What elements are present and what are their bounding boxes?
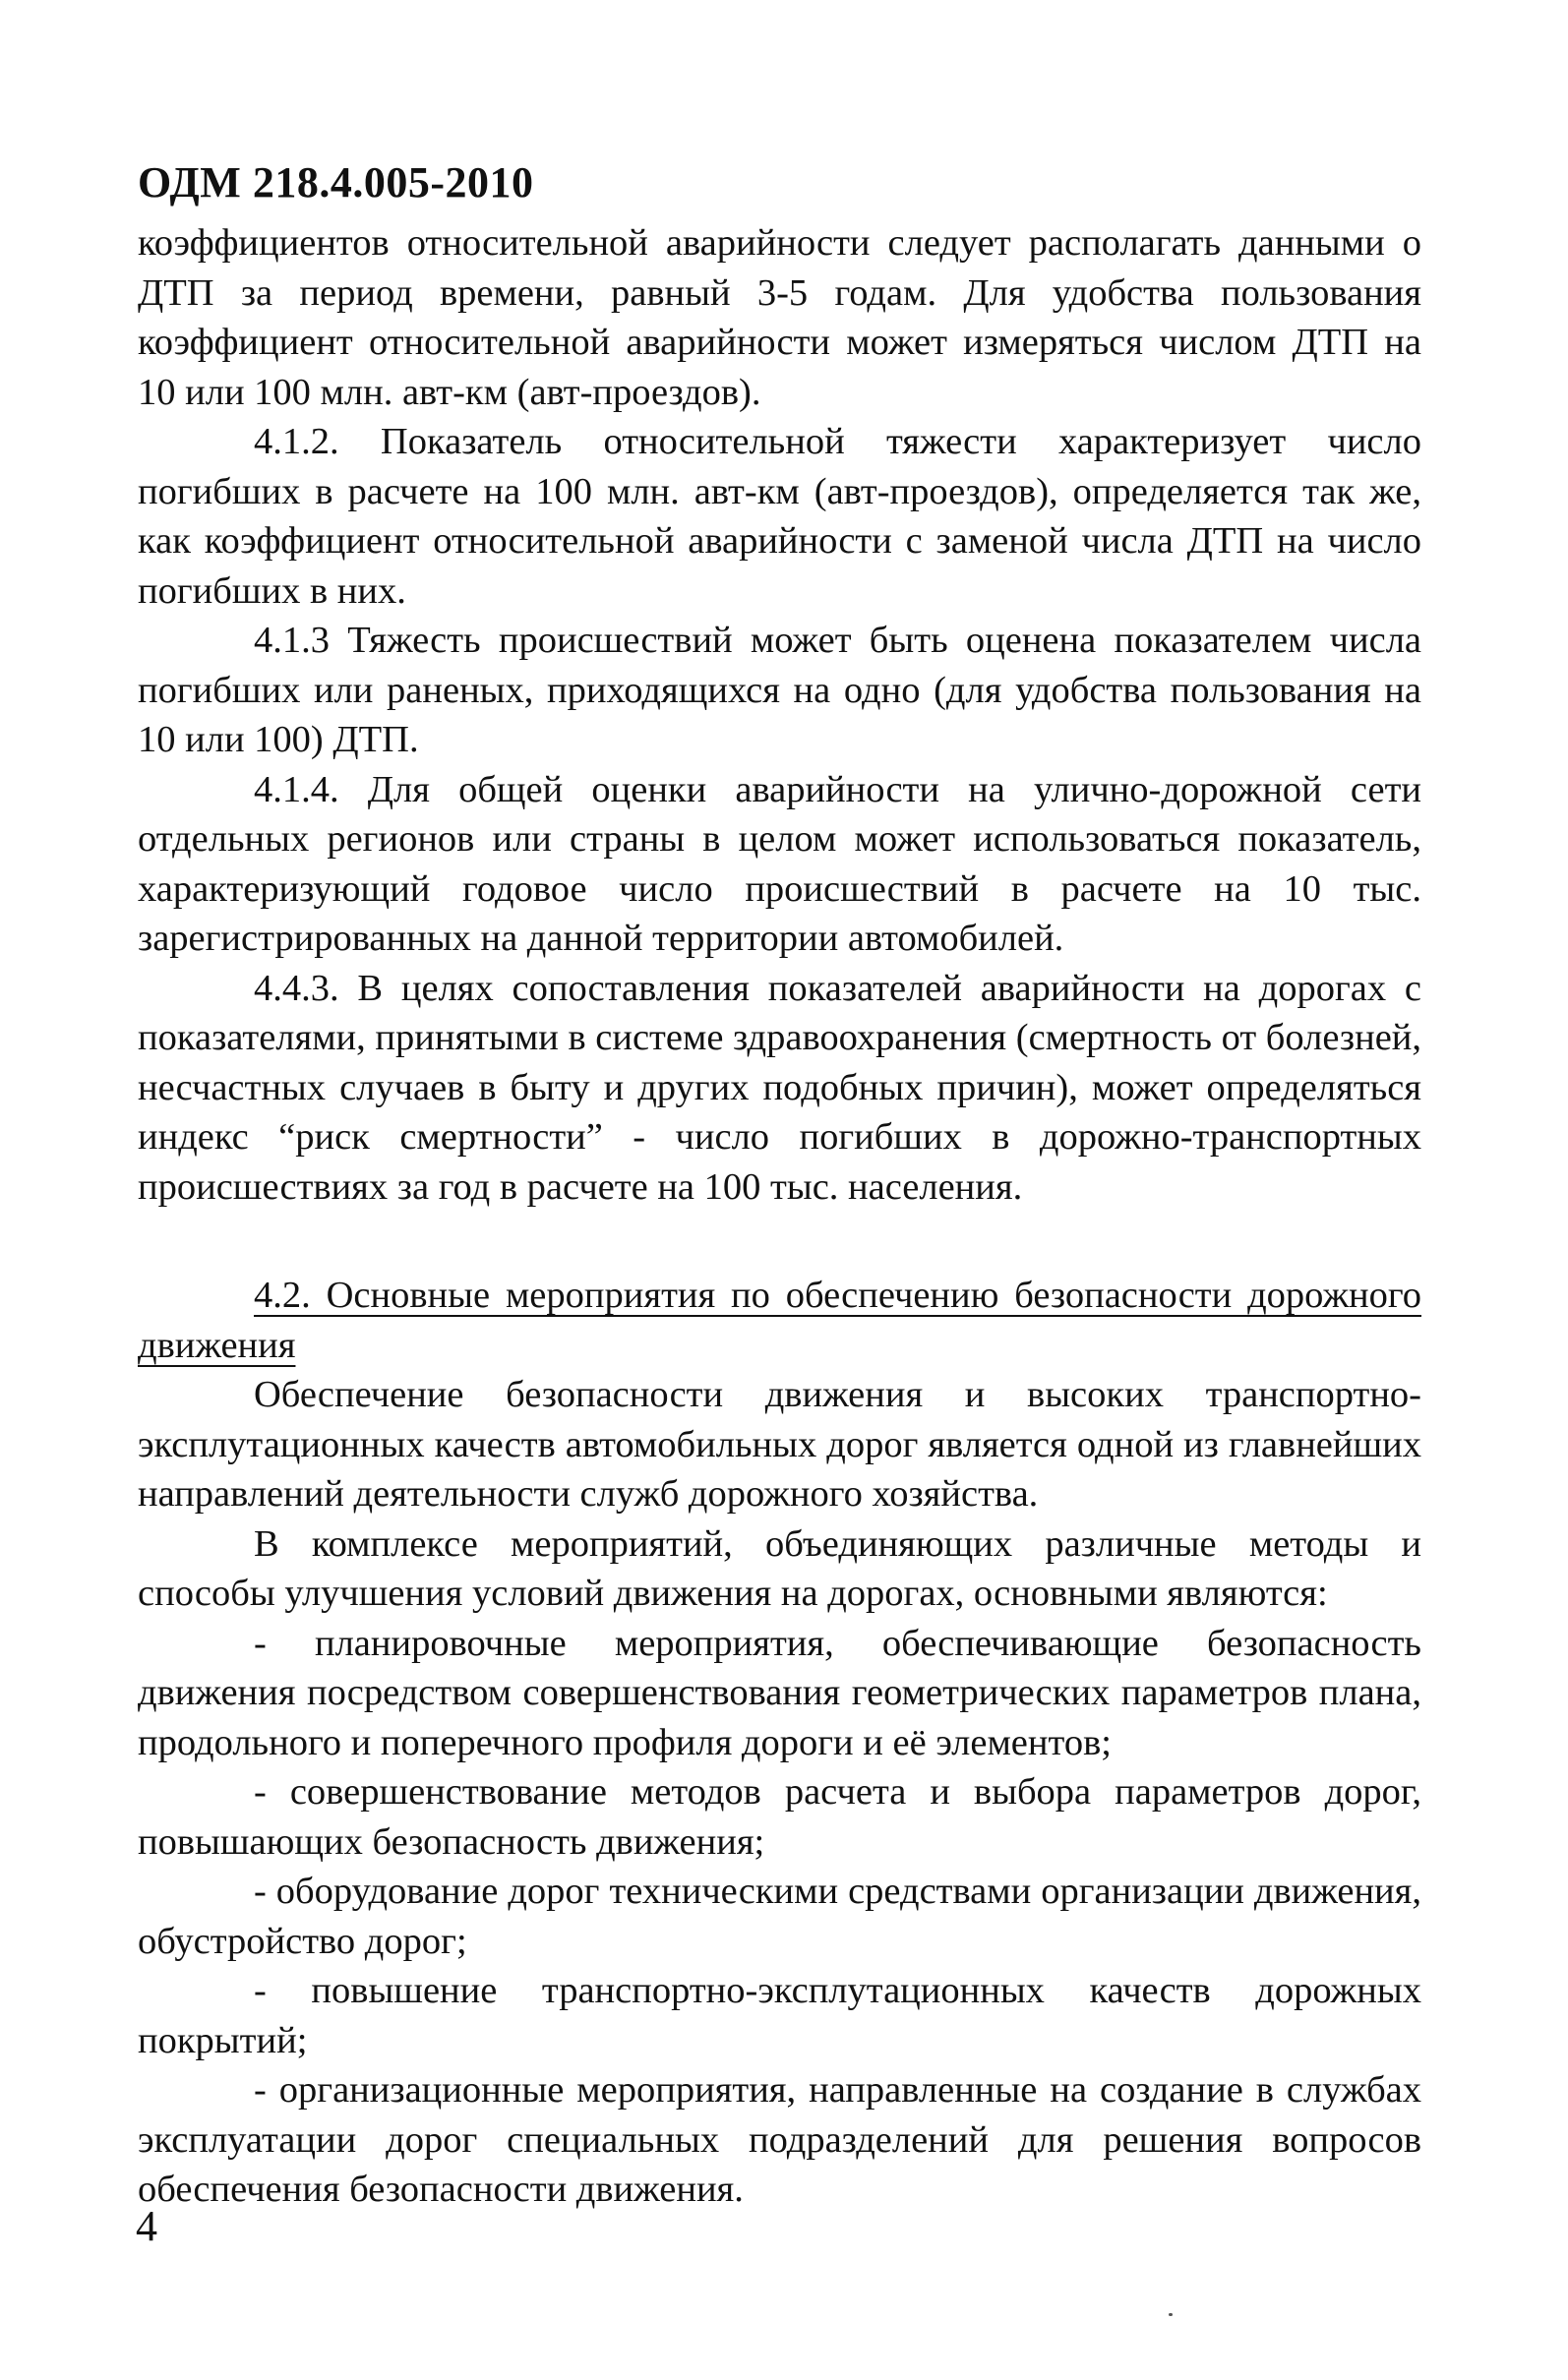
paragraph-4-4-3: 4.4.3. В целях сопоставления показателей аварийности на дорогах с показателями, принятыми в системе здравоохранения (смертность от болезней, несчастных случаев в быту и других подобных причин), может определяться индекс “риск смертности” - число погибших в дорожно-транспортных происшествиях за год в расчете на 100 тыс. населения. xyxy=(138,967,1422,1208)
top-text-block xyxy=(138,218,1421,1212)
list-item: - оборудование дорог техническими средствами организации движения, обустройство дорог; xyxy=(138,1871,1421,1962)
list-item: - повышение транспортно-эксплутационных качеств дорожных покрытий; xyxy=(138,1970,1421,2061)
list-item: - планировочные мероприятия, обеспечивающие безопасность движения посредством совершенствования геометрических параметров плана, продольного и поперечного профиля дороги и её элементов; xyxy=(138,1622,1421,1763)
document-code-header: ОДМ 218.4.005-2010 xyxy=(138,158,534,207)
section-heading: 4.2. Основные мероприятия по обеспечению безопасности дорожного движения xyxy=(138,1275,1421,1366)
section-paragraph: В комплексе мероприятий, объединяющих различные методы и способы улучшения условий движения на дорогах, основными являются: xyxy=(138,1522,1421,1614)
scan-artifact-dot xyxy=(1169,2313,1173,2316)
section-4-2-block xyxy=(138,1271,1421,2215)
paragraph-continuation: коэффициентов относительной аварийности следует располагать данными о ДТП за период времени, равный 3-5 годам. Для удобства пользования коэффициент относительной аварийности может измеряться числом ДТП на 10 или 100 млн. авт-км (авт-проездов). xyxy=(138,222,1421,413)
paragraph-4-1-2: 4.1.2. Показатель относительной тяжести характеризует число погибших в расчете на 100 млн. авт-км (авт-проездов), определяется так же, как коэффициент относительной аварийности с заменой числа ДТП на число погибших в них. xyxy=(138,421,1421,612)
paragraph-4-1-3: 4.1.3 Тяжесть происшествий может быть оценена показателем числа погибших или раненых, приходящихся на одно (для удобства пользования на 10 или 100) ДТП. xyxy=(138,620,1421,760)
paragraph-4-1-4: 4.1.4. Для общей оценки аварийности на улично-дорожной сети отдельных регионов или страны в целом может использоваться показатель, характеризующий годовое число происшествий в расчете на 10 тыс. зарегистрированных на данной территории автомобилей. xyxy=(138,768,1421,959)
section-paragraph: Обеспечение безопасности движения и высоких транспортно-эксплутационных качеств автомобильных дорог является одной из главнейших направлений деятельности служб дорожного хозяйства. xyxy=(138,1374,1421,1515)
page-number: 4 xyxy=(136,2202,157,2250)
list-item: - совершенствование методов расчета и выбора параметров дорог, повышающих безопасность движения; xyxy=(138,1771,1421,1863)
list-item: - организационные мероприятия, направленные на создание в службах эксплуатации дорог специальных подразделений для решения вопросов обеспечения безопасности движения. xyxy=(138,2069,1421,2210)
